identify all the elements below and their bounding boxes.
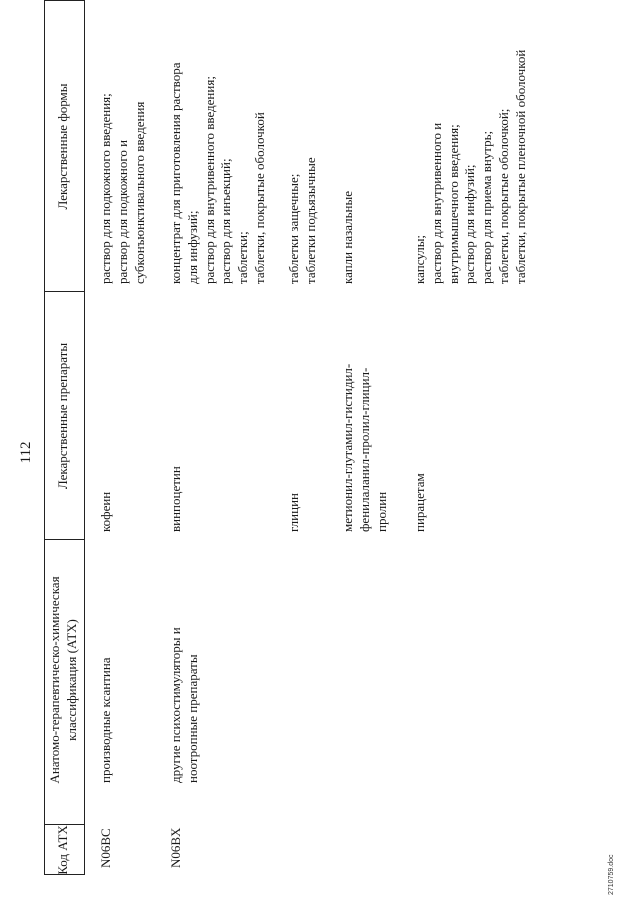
row-atc-class: другие психостимуляторы и ноотропные препараты [168, 627, 200, 783]
row-drug: пирацетам [412, 473, 427, 532]
header-atc-class: Анатомо-терапевтическо-химическая классификация (АТХ) [47, 576, 79, 784]
header-forms: Лекарственные формы [55, 83, 70, 210]
header-code: Код АТХ [55, 825, 70, 875]
row-forms: таблетки защечные; таблетки подъязычные [286, 157, 318, 284]
table-border-top [44, 0, 45, 875]
row-code: N06BC [98, 828, 113, 868]
row-forms: капли назальные [340, 191, 355, 284]
row-atc-class: производные ксантина [98, 657, 113, 783]
header-separator [84, 0, 85, 875]
row-drug: метионил-глутамил-гистидил- фенилаланил-пролил-глицил- пролин [340, 363, 389, 532]
row-forms: раствор для подкожного введения; раствор для подкожного и субконъюнктивального введения [98, 93, 147, 284]
file-name-footer: 2710759.doc [608, 854, 615, 895]
row-code: N06BX [168, 827, 183, 868]
row-forms: капсулы; раствор для внутривенного и внутримышечного введения; раствор для инфузий; раствор для приема внутрь; таблетки, покрытые оболочкой; таблетки, покрытые пленочной оболочкой [412, 49, 528, 284]
row-forms: концентрат для приготовления раствора для инфузий; раствор для внутривенного введения; раствор для инъекций; таблетки; таблетки, покрытые оболочкой [168, 62, 267, 284]
header-drugs: Лекарственные препараты [55, 342, 70, 490]
row-drug: глицин [286, 493, 301, 532]
drug-table [44, 0, 604, 875]
row-drug: кофеин [98, 491, 113, 532]
row-drug: винпоцетин [168, 466, 183, 532]
page-number: 112 [18, 441, 34, 464]
